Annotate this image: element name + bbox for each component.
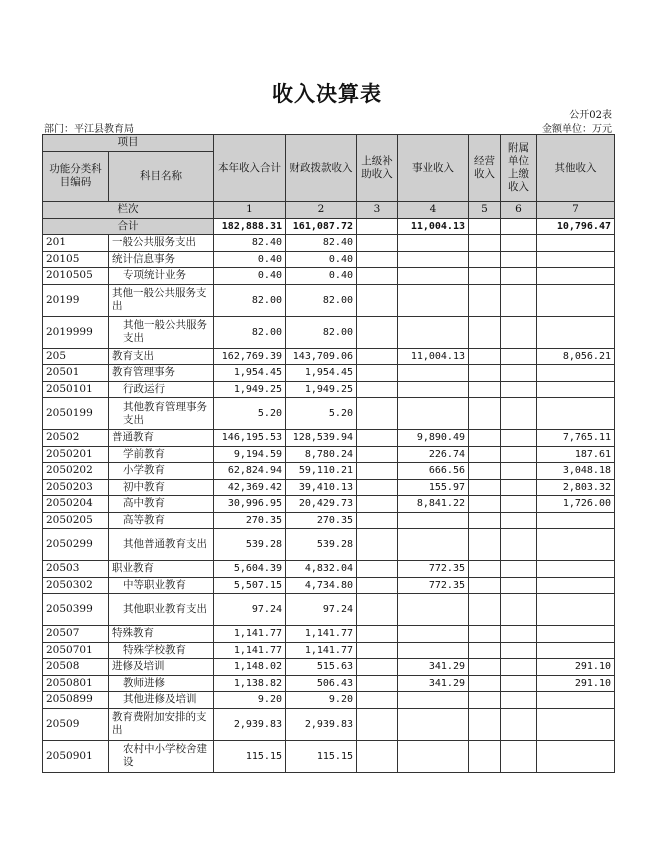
- amount-col-5: [469, 268, 501, 285]
- seq-2: 2: [286, 202, 357, 219]
- amount-col-4: 666.56: [398, 463, 469, 480]
- table-row: [43, 529, 615, 561]
- amount-col-4: [398, 251, 469, 268]
- amount-col-1: 2,939.83: [214, 708, 286, 740]
- amount-col-1: 9.20: [214, 692, 286, 709]
- amount-col-1: 1,949.25: [214, 381, 286, 398]
- table-row: [43, 430, 615, 447]
- subject-name: 教育管理事务: [109, 365, 214, 382]
- amount-col-4: 9,890.49: [398, 430, 469, 447]
- table-row: [43, 268, 615, 285]
- subject-code: 2050302: [43, 577, 109, 594]
- amount-col-7: [537, 316, 615, 348]
- subject-name: 职业教育: [109, 561, 214, 578]
- table-row: [43, 740, 615, 772]
- amount-col-4: [398, 529, 469, 561]
- amount-col-2: 270.35: [286, 512, 357, 529]
- form-number: 公开02表: [569, 110, 612, 121]
- seq-4: 4: [398, 202, 469, 219]
- amount-col-2: 1,141.77: [286, 626, 357, 643]
- amount-col-5: [469, 496, 501, 513]
- amount-col-6: [501, 446, 537, 463]
- subject-code: 2050204: [43, 496, 109, 513]
- amount-col-3: [357, 348, 398, 365]
- amount-col-3: [357, 446, 398, 463]
- amount-col-2: 1,954.45: [286, 365, 357, 382]
- subject-name: 教育支出: [109, 348, 214, 365]
- amount-col-2: 0.40: [286, 268, 357, 285]
- subject-name: 特殊教育: [109, 626, 214, 643]
- amount-col-3: [357, 398, 398, 430]
- amount-col-7: 3,048.18: [537, 463, 615, 480]
- amount-col-5: [469, 642, 501, 659]
- amount-col-3: [357, 268, 398, 285]
- amount-col-6: [501, 316, 537, 348]
- subject-name: 普通教育: [109, 430, 214, 447]
- table-row: [43, 577, 615, 594]
- amount-col-4: 341.29: [398, 675, 469, 692]
- amount-col-5: [469, 479, 501, 496]
- amount-col-4: [398, 512, 469, 529]
- amount-col-6: [501, 268, 537, 285]
- amount-col-5: [469, 463, 501, 480]
- amount-col-7: 291.10: [537, 659, 615, 676]
- subject-code: 2050205: [43, 512, 109, 529]
- subject-name: 其他职业教育支出: [109, 594, 214, 626]
- subject-code: 2019999: [43, 316, 109, 348]
- amount-col-6: [501, 529, 537, 561]
- table-row: [43, 708, 615, 740]
- amount-col-4: [398, 316, 469, 348]
- amount-col-2: 97.24: [286, 594, 357, 626]
- subject-code: 201: [43, 235, 109, 252]
- amount-col-1: 5,604.39: [214, 561, 286, 578]
- amount-col-1: 162,769.39: [214, 348, 286, 365]
- amount-col-3: [357, 463, 398, 480]
- amount-col-1: 0.40: [214, 251, 286, 268]
- amount-col-5: [469, 235, 501, 252]
- amount-col-7: 1,726.00: [537, 496, 615, 513]
- amount-col-5: [469, 529, 501, 561]
- subject-code: 20508: [43, 659, 109, 676]
- subject-code: 2050801: [43, 675, 109, 692]
- amount-col-5: [469, 365, 501, 382]
- amount-col-6: [501, 251, 537, 268]
- amount-col-3: [357, 381, 398, 398]
- amount-col-3: [357, 284, 398, 316]
- amount-col-3: [357, 561, 398, 578]
- total-value: 10,796.47: [537, 218, 615, 235]
- amount-col-2: 143,709.06: [286, 348, 357, 365]
- amount-col-4: [398, 626, 469, 643]
- amount-col-3: [357, 479, 398, 496]
- amount-col-3: [357, 708, 398, 740]
- amount-col-2: 0.40: [286, 251, 357, 268]
- amount-col-3: [357, 316, 398, 348]
- amount-col-7: 291.10: [537, 675, 615, 692]
- amount-col-6: [501, 561, 537, 578]
- amount-col-1: 270.35: [214, 512, 286, 529]
- amount-col-3: [357, 740, 398, 772]
- amount-col-3: [357, 235, 398, 252]
- amount-col-6: [501, 577, 537, 594]
- amount-col-4: 341.29: [398, 659, 469, 676]
- amount-col-5: [469, 659, 501, 676]
- amount-col-6: [501, 642, 537, 659]
- amount-col-7: [537, 381, 615, 398]
- amount-col-4: 11,004.13: [398, 348, 469, 365]
- amount-col-1: 30,996.95: [214, 496, 286, 513]
- subject-code: 20502: [43, 430, 109, 447]
- amount-col-4: 226.74: [398, 446, 469, 463]
- amount-col-2: 4,832.04: [286, 561, 357, 578]
- amount-col-1: 0.40: [214, 268, 286, 285]
- subject-name: 其他普通教育支出: [109, 529, 214, 561]
- amount-col-5: [469, 398, 501, 430]
- seq-5: 5: [469, 202, 501, 219]
- amount-col-4: [398, 235, 469, 252]
- amount-col-1: 97.24: [214, 594, 286, 626]
- subject-name: 教育费附加安排的支出: [109, 708, 214, 740]
- amount-col-3: [357, 577, 398, 594]
- amount-col-5: [469, 316, 501, 348]
- amount-col-5: [469, 626, 501, 643]
- total-value: [469, 218, 501, 235]
- amount-col-3: [357, 642, 398, 659]
- total-value: 11,004.13: [398, 218, 469, 235]
- seq-label: 栏次: [43, 202, 214, 219]
- amount-col-7: [537, 561, 615, 578]
- subject-code: 20501: [43, 365, 109, 382]
- total-value: [501, 218, 537, 235]
- header-code: 功能分类科目编码: [43, 151, 109, 201]
- amount-col-2: 59,110.21: [286, 463, 357, 480]
- seq-3: 3: [357, 202, 398, 219]
- subject-name: 专项统计业务: [109, 268, 214, 285]
- header-col-6: 附属单位上缴收入: [501, 135, 537, 202]
- subject-code: 20509: [43, 708, 109, 740]
- amount-col-6: [501, 348, 537, 365]
- amount-col-7: 187.61: [537, 446, 615, 463]
- amount-col-5: [469, 251, 501, 268]
- amount-col-6: [501, 708, 537, 740]
- amount-col-1: 42,369.42: [214, 479, 286, 496]
- table-row: [43, 626, 615, 643]
- amount-col-3: [357, 496, 398, 513]
- amount-col-3: [357, 675, 398, 692]
- amount-col-2: 539.28: [286, 529, 357, 561]
- amount-col-5: [469, 577, 501, 594]
- subject-name: 一般公共服务支出: [109, 235, 214, 252]
- amount-col-3: [357, 430, 398, 447]
- subject-name: 其他教育管理事务支出: [109, 398, 214, 430]
- amount-col-7: [537, 692, 615, 709]
- amount-col-1: 82.00: [214, 316, 286, 348]
- amount-col-6: [501, 463, 537, 480]
- subject-code: 205: [43, 348, 109, 365]
- header-project: 项目: [43, 135, 214, 152]
- subject-name: 高等教育: [109, 512, 214, 529]
- subject-code: 2050201: [43, 446, 109, 463]
- amount-col-4: 772.35: [398, 577, 469, 594]
- table-row: [43, 463, 615, 480]
- amount-col-1: 5.20: [214, 398, 286, 430]
- amount-col-1: 82.00: [214, 284, 286, 316]
- subject-code: 20199: [43, 284, 109, 316]
- amount-col-6: [501, 430, 537, 447]
- amount-col-7: [537, 626, 615, 643]
- subject-code: 2050701: [43, 642, 109, 659]
- amount-col-2: 8,780.24: [286, 446, 357, 463]
- amount-col-2: 82.40: [286, 235, 357, 252]
- amount-col-5: [469, 381, 501, 398]
- subject-code: 20503: [43, 561, 109, 578]
- amount-col-7: [537, 268, 615, 285]
- amount-col-4: [398, 740, 469, 772]
- amount-col-4: [398, 284, 469, 316]
- table-row: [43, 496, 615, 513]
- amount-col-6: [501, 675, 537, 692]
- total-label: 合计: [43, 218, 214, 235]
- seq-6: 6: [501, 202, 537, 219]
- amount-col-6: [501, 479, 537, 496]
- amount-col-5: [469, 430, 501, 447]
- amount-col-7: [537, 284, 615, 316]
- subject-name: 行政运行: [109, 381, 214, 398]
- table-row: [43, 316, 615, 348]
- table-row: [43, 561, 615, 578]
- amount-col-5: [469, 675, 501, 692]
- amount-col-5: [469, 446, 501, 463]
- table-row: [43, 642, 615, 659]
- amount-col-4: [398, 708, 469, 740]
- amount-col-6: [501, 626, 537, 643]
- amount-col-6: [501, 512, 537, 529]
- amount-col-5: [469, 692, 501, 709]
- subject-name: 学前教育: [109, 446, 214, 463]
- total-value: [357, 218, 398, 235]
- amount-col-7: [537, 740, 615, 772]
- amount-col-3: [357, 659, 398, 676]
- amount-col-3: [357, 251, 398, 268]
- amount-col-4: 772.35: [398, 561, 469, 578]
- subject-code: 2050399: [43, 594, 109, 626]
- amount-col-1: 62,824.94: [214, 463, 286, 480]
- amount-col-2: 115.15: [286, 740, 357, 772]
- subject-name: 进修及培训: [109, 659, 214, 676]
- amount-col-1: 82.40: [214, 235, 286, 252]
- amount-col-1: 1,141.77: [214, 626, 286, 643]
- amount-col-4: [398, 594, 469, 626]
- amount-col-5: [469, 708, 501, 740]
- table-row: [43, 284, 615, 316]
- subject-name: 其他一般公共服务支出: [109, 316, 214, 348]
- table-row: [43, 594, 615, 626]
- amount-col-5: [469, 594, 501, 626]
- header-col-1: 本年收入合计: [214, 135, 286, 202]
- amount-col-7: 8,056.21: [537, 348, 615, 365]
- amount-col-5: [469, 740, 501, 772]
- amount-col-1: 1,141.77: [214, 642, 286, 659]
- amount-col-2: 5.20: [286, 398, 357, 430]
- table-row: [43, 512, 615, 529]
- table-row: [43, 692, 615, 709]
- subject-code: 2050101: [43, 381, 109, 398]
- amount-col-2: 515.63: [286, 659, 357, 676]
- table-row: [43, 365, 615, 382]
- table-row: [43, 348, 615, 365]
- subject-name: 其他进修及培训: [109, 692, 214, 709]
- header-row-project: [43, 135, 615, 152]
- table-row: [43, 446, 615, 463]
- header-col-4: 事业收入: [398, 135, 469, 202]
- amount-col-5: [469, 284, 501, 316]
- amount-col-2: 1,141.77: [286, 642, 357, 659]
- amount-col-3: [357, 529, 398, 561]
- header-col-3: 上级补助收入: [357, 135, 398, 202]
- amount-col-5: [469, 561, 501, 578]
- amount-col-4: [398, 642, 469, 659]
- table-row: [43, 675, 615, 692]
- amount-col-7: [537, 235, 615, 252]
- subject-code: 2010505: [43, 268, 109, 285]
- amount-col-6: [501, 235, 537, 252]
- amount-col-4: [398, 398, 469, 430]
- header-col-2: 财政拨款收入: [286, 135, 357, 202]
- amount-col-1: 1,148.02: [214, 659, 286, 676]
- subject-name: 农村中小学校舍建设: [109, 740, 214, 772]
- amount-col-4: 155.97: [398, 479, 469, 496]
- subject-code: 2050202: [43, 463, 109, 480]
- subject-code: 2050199: [43, 398, 109, 430]
- amount-col-2: 82.00: [286, 284, 357, 316]
- amount-col-7: [537, 642, 615, 659]
- subject-code: 2050299: [43, 529, 109, 561]
- amount-col-3: [357, 594, 398, 626]
- amount-col-4: [398, 381, 469, 398]
- amount-col-3: [357, 692, 398, 709]
- total-row: [43, 218, 615, 235]
- total-value: 182,888.31: [214, 218, 286, 235]
- amount-col-3: [357, 365, 398, 382]
- amount-col-7: [537, 398, 615, 430]
- amount-col-2: 4,734.80: [286, 577, 357, 594]
- subject-name: 教师进修: [109, 675, 214, 692]
- amount-col-2: 20,429.73: [286, 496, 357, 513]
- table-row: [43, 235, 615, 252]
- table-row: [43, 479, 615, 496]
- amount-col-7: [537, 577, 615, 594]
- amount-col-3: [357, 626, 398, 643]
- amount-col-2: 2,939.83: [286, 708, 357, 740]
- amount-col-7: [537, 512, 615, 529]
- amount-col-2: 82.00: [286, 316, 357, 348]
- subject-name: 特殊学校教育: [109, 642, 214, 659]
- amount-col-5: [469, 348, 501, 365]
- subject-code: 2050901: [43, 740, 109, 772]
- subject-name: 初中教育: [109, 479, 214, 496]
- amount-col-7: [537, 594, 615, 626]
- header-col-7: 其他收入: [537, 135, 615, 202]
- amount-col-3: [357, 512, 398, 529]
- amount-col-6: [501, 284, 537, 316]
- subject-code: 2050203: [43, 479, 109, 496]
- amount-col-1: 5,507.15: [214, 577, 286, 594]
- seq-1: 1: [214, 202, 286, 219]
- subject-name: 高中教育: [109, 496, 214, 513]
- department-label: 部门：平江县教育局: [44, 124, 134, 135]
- amount-col-6: [501, 692, 537, 709]
- amount-unit-label: 金额单位：万元: [542, 124, 612, 135]
- amount-col-1: 1,954.45: [214, 365, 286, 382]
- amount-col-1: 115.15: [214, 740, 286, 772]
- total-value: 161,087.72: [286, 218, 357, 235]
- amount-col-5: [469, 512, 501, 529]
- amount-col-6: [501, 365, 537, 382]
- table-row: [43, 398, 615, 430]
- amount-col-7: [537, 529, 615, 561]
- amount-col-7: 7,765.11: [537, 430, 615, 447]
- table-row: [43, 251, 615, 268]
- amount-col-4: 8,841.22: [398, 496, 469, 513]
- amount-col-2: 1,949.25: [286, 381, 357, 398]
- amount-col-6: [501, 594, 537, 626]
- subject-code: 20105: [43, 251, 109, 268]
- subject-name: 中等职业教育: [109, 577, 214, 594]
- subject-code: 2050899: [43, 692, 109, 709]
- amount-col-2: 506.43: [286, 675, 357, 692]
- amount-col-7: [537, 708, 615, 740]
- amount-col-1: 1,138.82: [214, 675, 286, 692]
- subject-name: 其他一般公共服务支出: [109, 284, 214, 316]
- subject-name: 小学教育: [109, 463, 214, 480]
- amount-col-7: [537, 251, 615, 268]
- amount-col-6: [501, 381, 537, 398]
- amount-col-6: [501, 740, 537, 772]
- table-row: [43, 381, 615, 398]
- amount-col-7: 2,803.32: [537, 479, 615, 496]
- amount-col-4: [398, 268, 469, 285]
- subject-name: 统计信息事务: [109, 251, 214, 268]
- amount-col-4: [398, 365, 469, 382]
- amount-col-2: 9.20: [286, 692, 357, 709]
- subject-code: 20507: [43, 626, 109, 643]
- header-name: 科目名称: [109, 151, 214, 201]
- amount-col-2: 39,410.13: [286, 479, 357, 496]
- header-col-5: 经营收入: [469, 135, 501, 202]
- amount-col-6: [501, 659, 537, 676]
- table-row: [43, 659, 615, 676]
- amount-col-1: 146,195.53: [214, 430, 286, 447]
- amount-col-7: [537, 365, 615, 382]
- seq-row: [43, 202, 615, 219]
- page-title: 收入决算表: [272, 82, 382, 106]
- income-table: [42, 134, 615, 773]
- seq-7: 7: [537, 202, 615, 219]
- amount-col-2: 128,539.94: [286, 430, 357, 447]
- amount-col-6: [501, 398, 537, 430]
- amount-col-6: [501, 496, 537, 513]
- amount-col-4: [398, 692, 469, 709]
- amount-col-1: 9,194.59: [214, 446, 286, 463]
- amount-col-1: 539.28: [214, 529, 286, 561]
